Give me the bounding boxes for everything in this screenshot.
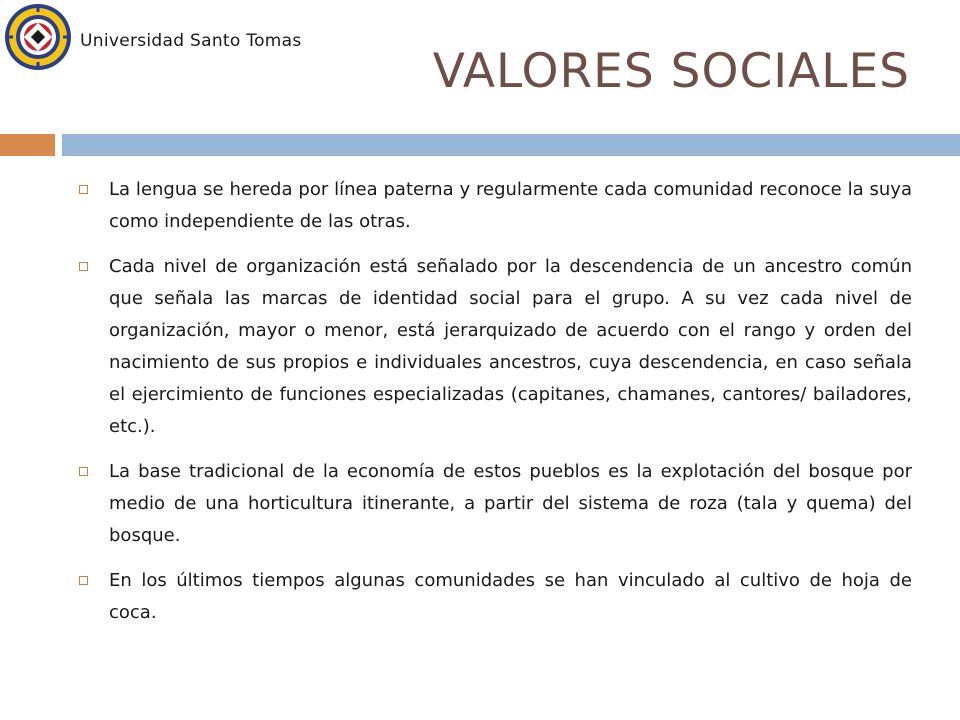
title-accent-bar-orange (0, 134, 55, 156)
page-title: VALORES SOCIALES (432, 44, 910, 99)
square-bullet-icon (79, 467, 88, 476)
bullet-item (76, 174, 912, 238)
bullet-item (76, 456, 912, 552)
bullet-text: En los últimos tiempos algunas comunidades se han vinculado al cultivo de hoja de coca. (109, 570, 912, 623)
bullet-text: Cada nivel de organización está señalado por la descendencia de un ancestro común que señala las marcas de identidad social para el grupo. A su vez cada nivel de organización, mayor o menor, está jerarquizado de acuerdo con el rango y orden del nacimiento de sus propios e individuales ancestros, cuya descendencia, en caso señala el ejercimiento de funciones especializadas (capitanes, chamanes, cantores/ bailadores, etc.). (109, 256, 912, 437)
bullet-text: La lengua se hereda por línea paterna y regularmente cada comunidad reconoce la suya como independiente de las otras. (109, 179, 912, 232)
bullet-list (76, 174, 912, 642)
square-bullet-icon (79, 262, 88, 271)
bullet-text: La base tradicional de la economía de estos pueblos es la explotación del bosque por medio de una horticultura itinerante, a partir del sistema de roza (tala y quema) del bosque. (109, 461, 912, 546)
bullet-item (76, 251, 912, 443)
bullet-item (76, 565, 912, 629)
square-bullet-icon (79, 576, 88, 585)
university-name: Universidad Santo Tomas (80, 31, 302, 51)
university-seal-icon (4, 3, 72, 71)
title-accent-bar-blue (62, 134, 960, 156)
square-bullet-icon (79, 185, 88, 194)
